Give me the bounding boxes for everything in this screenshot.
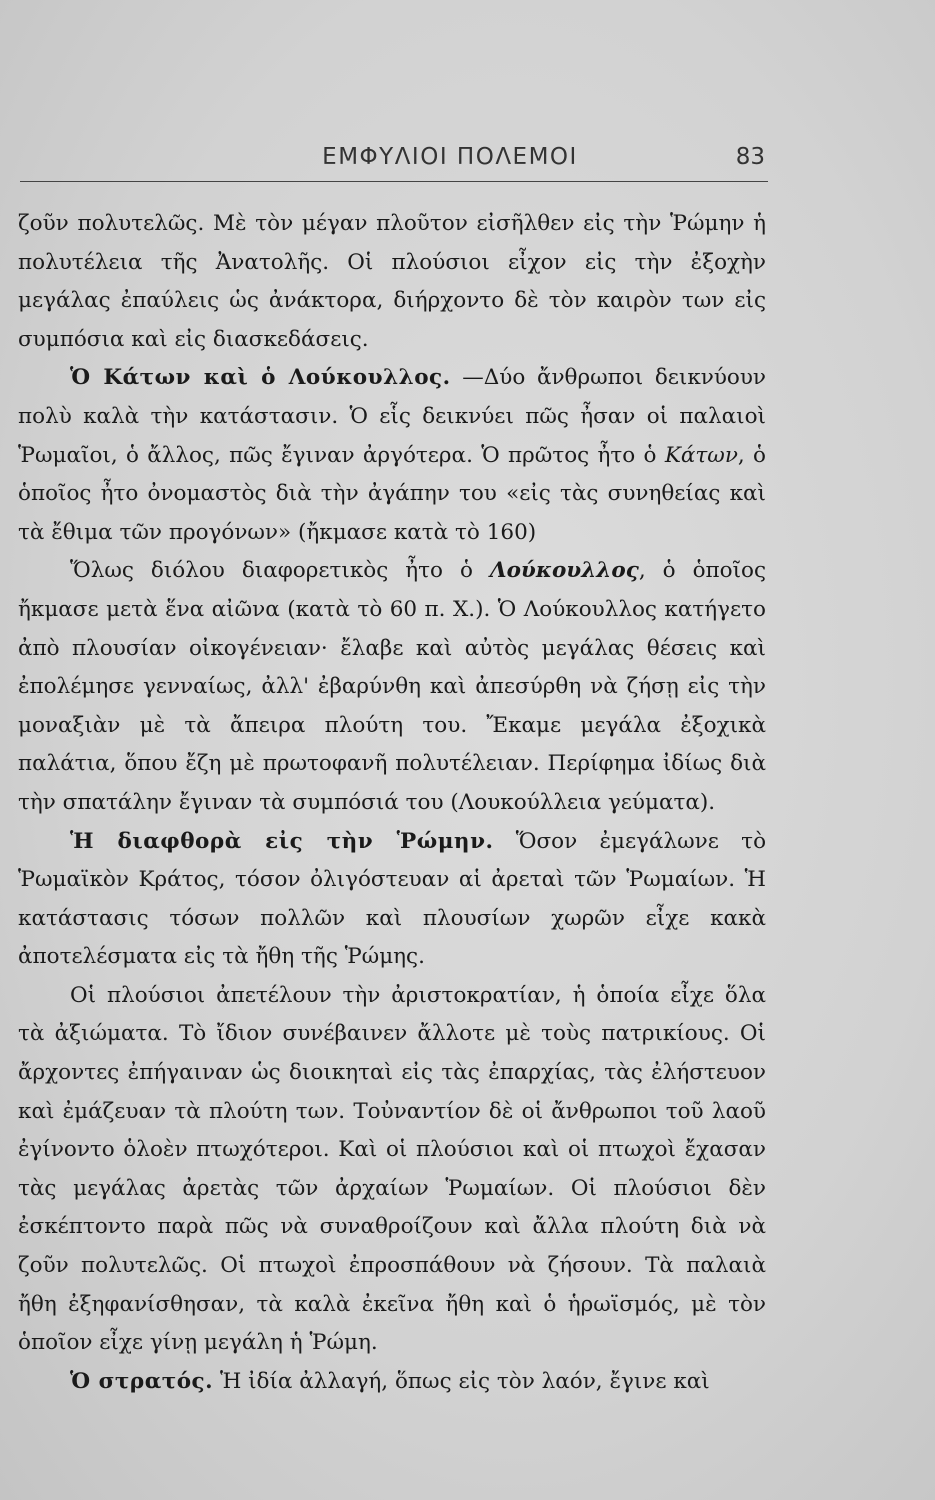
paragraph-text: , ὁ ὁποῖος ἦτο ὀνομαστὸς διὰ τὴν ἀγάπην του «εἰς τὰς συνηθείας καὶ τὰ ἔθιμα τῶν προγόνων» (ἤκμασε κατὰ τὸ 160) (18, 442, 766, 545)
section-heading: Ἡ διαφθορὰ εἰς τὴν Ῥώμην. (70, 828, 494, 854)
page-number: 83 (735, 144, 765, 170)
section-heading: Ὁ Κάτων καὶ ὁ Λούκουλλος. (70, 365, 451, 391)
paragraph-text: —Δύο ἄνθρωποι δεικνύουν πολὺ καλὰ τὴν κατάστασιν. Ὁ εἷς δεικνύει πῶς ἦσαν οἱ παλαιοὶ Ῥωμαῖοι, ὁ ἄλλος, πῶς ἔγιναν ἀργότερα. Ὁ πρῶτος ἦτο ὁ (18, 365, 766, 468)
paragraph-text: Ὅσον ἐμεγάλωνε τὸ Ῥωμαϊκὸν Κράτος, τόσον ὀλιγόστευαν αἱ ἀρεταὶ τῶν Ῥωμαίων. Ἡ κατάστασις τόσων πολλῶν καὶ πλουσίων χωρῶν εἶχε κακὰ ἀποτελέσματα εἰς τὰ ἤθη τῆς Ῥώμης. (18, 828, 767, 970)
paragraph-text: Ἡ ἰδία ἀλλαγή, ὅπως εἰς τὸν λαόν, ἔγινε καὶ (213, 1368, 710, 1394)
body-text (18, 205, 766, 1401)
paragraph-text: , ὁ ὁποῖος ἤκμασε μετὰ ἕνα αἰῶνα (κατὰ τὸ 60 π. Χ.). Ὁ Λούκουλλος κατήγετο ἀπὸ πλουσίαν οἰκογένειαν· ἔλαβε καὶ αὐτὸς μεγάλας θέσεις καὶ ἐπολέμησε γενναίως, ἀλλ' ἐβαρύνθη καὶ ἀπεσύρθη νὰ ζήσῃ εἰς τὴν μοναξιὰν μὲ τὰ ἄπειρα πλούτη του. Ἔκαμε μεγάλα ἐξοχικὰ παλάτια, ὅπου ἔζη μὲ πρωτοφανῆ πολυτέλειαν. Περίφημα ἰδίως διὰ τὴν σπατάλην ἔγιναν τὰ συμπόσιά του (Λουκούλλεια γεύματα). (18, 558, 766, 815)
paragraph (18, 823, 766, 977)
section-heading: Ὁ στρατός. (70, 1368, 214, 1394)
running-header (195, 140, 765, 180)
paragraph-text: Ὅλως διόλου διαφορετικὸς ἦτο ὁ (70, 558, 490, 584)
emphasis-text: Κάτων (664, 442, 738, 468)
paragraph (18, 359, 766, 552)
paragraph-text: Οἱ πλούσιοι ἀπετέλουν τὴν ἀριστοκρατίαν, ἡ ὁποία εἶχε ὅλα τὰ ἀξιώματα. Τὸ ἴδιον συνέβαινεν ἄλλοτε μὲ τοὺς πατρικίους. Οἱ ἄρχοντες ἐπήγαιναν ὡς διοικηταὶ εἰς τὰς ἐπαρχίας, τὰς ἐλήστευον καὶ ἐμάζευαν τὰ πλούτη των. Τοὐναντίον δὲ οἱ ἄνθρωποι τοῦ λαοῦ ἐγίνοντο ὁλοὲν πτωχότεροι. Καὶ οἱ πλούσιοι καὶ οἱ πτωχοὶ ἔχασαν τὰς μεγάλας ἀρετὰς τῶν ἀρχαίων Ῥωμαίων. Οἱ πλούσιοι δὲν ἐσκέπτοντο παρὰ πῶς νὰ συναθροίζουν καὶ ἄλλα πλούτη διὰ νὰ ζοῦν πολυτελῶς. Οἱ πτωχοὶ ἐπροσπάθουν νὰ ζήσουν. Τὰ παλαιὰ ἤθη ἐξηφανίσθησαν, τὰ καλὰ ἐκεῖνα ἤθη καὶ ὁ ἡρωϊσμός, μὲ τὸν ὁποῖον εἶχε γίνῃ μεγάλη ἡ Ῥώμη. (18, 982, 766, 1356)
paragraph (18, 977, 766, 1363)
paragraph (18, 552, 766, 822)
running-title: ΕΜΦΥΛΙΟΙ ΠΟΛΕΜΟΙ (322, 144, 578, 170)
emphasis-text: Λούκουλλος (489, 558, 639, 584)
paragraph (18, 205, 766, 359)
header-rule (20, 181, 768, 182)
paragraph (18, 1363, 766, 1402)
paragraph-text: ζοῦν πολυτελῶς. Μὲ τὸν μέγαν πλοῦτον εἰσῆλθεν εἰς τὴν Ῥώμην ἡ πολυτέλεια τῆς Ἀνατολῆς. Οἱ πλούσιοι εἶχον εἰς τὴν ἐξοχὴν μεγάλας ἐπαύλεις ὡς ἀνάκτορα, διήρχοντο δὲ τὸν καιρὸν των εἰς συμπόσια καὶ εἰς διασκεδάσεις. (18, 211, 766, 352)
